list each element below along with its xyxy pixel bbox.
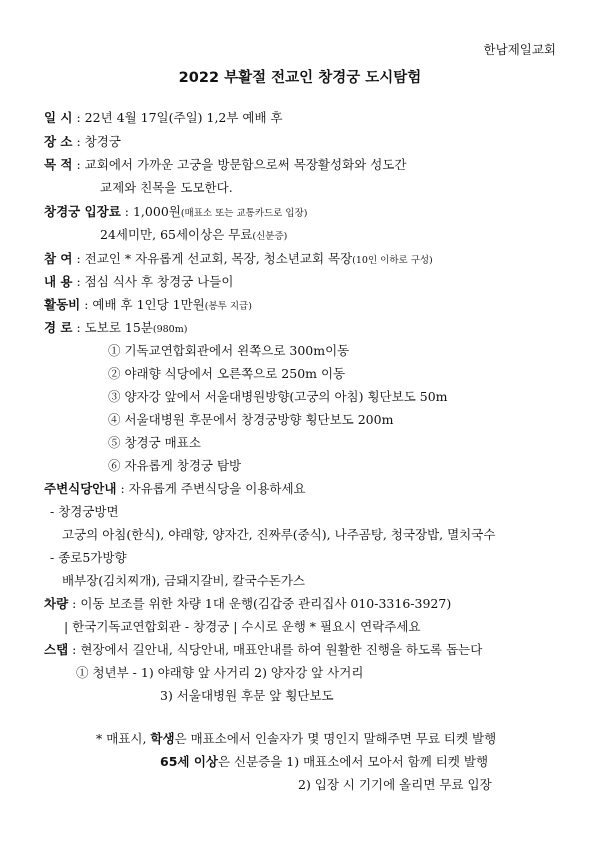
staff-assignment-1: ① 청년부 - 1) 야래향 앞 사거리 2) 양자강 앞 사거리: [76, 665, 364, 680]
fee-note: (매표소 또는 교통카드로 입장): [180, 208, 308, 219]
note-prefix: * 매표시,: [96, 731, 151, 746]
participants-note: (10인 이하로 구성): [352, 255, 433, 266]
content-row: [44, 274, 233, 290]
fee-free-note: (신분증): [252, 231, 288, 242]
route-step: ⑥ 자유롭게 창경궁 탐방: [108, 458, 242, 473]
note-student-bold: 학생: [150, 731, 175, 746]
restaurants-row: [44, 481, 306, 497]
content-label: 내 용: [44, 274, 73, 289]
purpose-row: [44, 157, 406, 173]
route-step: ① 기독교연합회관에서 왼쪽으로 300m이동: [108, 343, 350, 358]
route-step: ④ 서울대병원 후문에서 창경궁방향 횡단보도 200m: [108, 412, 394, 427]
fee-row: [44, 204, 307, 222]
vehicle-row: [44, 596, 451, 612]
route-value: : 도보로 15분: [76, 320, 153, 335]
activity-label: 활동비: [44, 297, 81, 312]
participants-value: : 전교인 * 자유롭게 선교회, 목장, 청소년교회 목장: [76, 251, 353, 266]
activity-value: : 예배 후 1인당 1만원: [84, 297, 205, 312]
participants-label: 참 여: [44, 251, 73, 266]
note-senior: [160, 754, 488, 770]
place-row: [44, 134, 121, 150]
vehicle-value: : 이동 보조를 위한 차량 1대 운행(김갑중 관리집사 010-3316-3927): [72, 596, 452, 611]
vehicle-route: | 한국기독교연합회관 - 창경궁 | 수시로 운행 * 필요시 연락주세요: [64, 619, 421, 634]
note-student: [96, 731, 496, 747]
church-name: 한남제일교회: [483, 42, 556, 57]
purpose-continued: 교제와 친목을 도모한다.: [100, 180, 233, 195]
restaurant-area-1: - 창경궁방면: [50, 504, 119, 519]
note-senior-entry: 2) 입장 시 기기에 올리면 무료 입장: [298, 777, 492, 792]
staff-row: [44, 642, 482, 658]
note-student-text: 은 매표소에서 인솔자가 몇 명인지 말해주면 무료 티켓 발행: [174, 731, 497, 746]
vehicle-label: 차량: [44, 596, 69, 611]
route-step: ⑤ 창경궁 매표소: [108, 435, 201, 450]
fee-value: : 1,000원: [124, 204, 181, 219]
activity-row: [44, 297, 252, 315]
date-label: 일 시: [44, 110, 73, 125]
page-title: 2022 부활절 전교인 창경궁 도시탐험: [178, 70, 422, 86]
note-senior-bold: 65세 이상: [160, 754, 218, 769]
note-senior-text: 은 신분증을 1) 매표소에서 모아서 함께 티켓 발행: [217, 754, 489, 769]
restaurant-list-2: 배부장(김치찌개), 금돼지갈비, 칼국수돈가스: [62, 573, 305, 588]
route-row: [44, 320, 187, 338]
route-note: (980m): [152, 324, 188, 335]
purpose-label: 목 적: [44, 157, 73, 172]
activity-note: (봉투 지급): [204, 301, 252, 312]
fee-label: 창경궁 입장료: [44, 204, 121, 219]
date-row: [44, 110, 283, 126]
place-label: 장 소: [44, 134, 73, 149]
route-step: ② 야래향 식당에서 오른쪽으로 250m 이동: [108, 366, 346, 381]
date-value: : 22년 4월 17일(주일) 1,2부 예배 후: [76, 110, 283, 125]
staff-value: : 현장에서 길안내, 식당안내, 매표안내를 하여 원활한 진행을 하도록 돕는다: [72, 642, 483, 657]
fee-free-row: [100, 227, 287, 245]
place-value: : 창경궁: [76, 134, 121, 149]
restaurant-list-1: 고궁의 아침(한식), 야래향, 양자간, 진짜루(중식), 나주곰탕, 청국장밥, 멸치국수: [62, 527, 496, 542]
content-value: : 점심 식사 후 창경궁 나들이: [76, 274, 234, 289]
fee-free: 24세미만, 65세이상은 무료: [100, 227, 253, 242]
staff-label: 스탭: [44, 642, 69, 657]
route-step: ③ 양자강 앞에서 서울대병원방향(고궁의 아침) 횡단보도 50m: [108, 389, 448, 404]
route-label: 경 로: [44, 320, 73, 335]
restaurant-area-2: - 종로5가방향: [50, 550, 127, 565]
restaurants-label: 주변식당안내: [44, 481, 117, 496]
purpose-value: : 교회에서 가까운 고궁을 방문함으로써 목장활성화와 성도간: [76, 157, 407, 172]
participants-row: [44, 251, 433, 269]
staff-assignment-2: 3) 서울대병원 후문 앞 횡단보도: [160, 688, 334, 703]
restaurants-value: : 자유롭게 주변식당을 이용하세요: [120, 481, 306, 496]
